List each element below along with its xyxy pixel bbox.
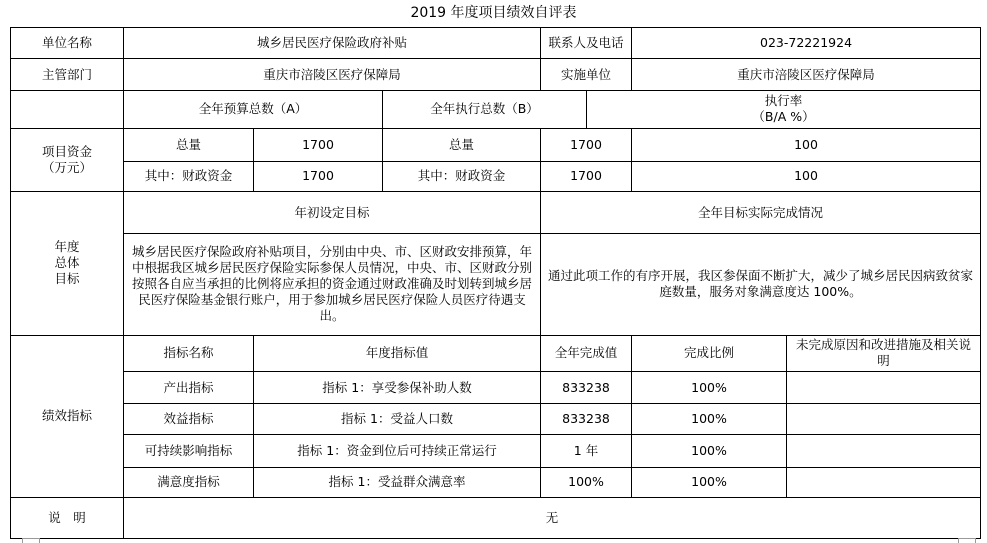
total-rate: 100 [632,128,981,161]
rate-header [587,91,981,128]
perf-row-ratio: 100% [632,404,787,435]
impl-value: 重庆市涪陵区医疗保障局 [632,59,981,91]
fiscal-label-b: 其中：财政资金 [383,161,541,191]
perf-row-name: 效益指标 [124,404,254,435]
row-perf-header [11,335,981,371]
unit-label: 单位名称 [11,28,124,59]
fiscal-label-a: 其中：财政资金 [124,161,254,191]
row-unit [11,28,981,59]
row-total [11,128,981,161]
perf-row-reason [787,371,981,403]
dept-value: 重庆市涪陵区医疗保障局 [124,59,541,91]
perf-row-ratio: 100% [632,435,787,467]
perf-row-ratio: 100% [632,371,787,403]
contact-value: 023-72221924 [632,28,981,59]
table-row [11,467,981,497]
perf-row-value: 指标 1：受益群众满意率 [254,467,541,497]
table-row [11,404,981,435]
sheet-edge-mark [22,538,40,543]
perf-label: 绩效指标 [11,335,124,497]
perf-row-reason [787,404,981,435]
perf-header-value: 年度指标值 [254,335,541,371]
perf-header-done: 全年完成值 [541,335,632,371]
funds-label-line2: （万元） [41,159,92,175]
goal-label [11,191,124,335]
goal-label-line1: 年度 [54,239,80,255]
contact-label: 联系人及电话 [541,28,632,59]
note-label: 说 明 [11,497,124,538]
perf-header-reason: 未完成原因和改进措施及相关说明 [787,335,981,371]
fiscal-b: 1700 [541,161,632,191]
impl-label: 实施单位 [541,59,632,91]
row-fiscal [11,161,981,191]
fiscal-a: 1700 [254,161,383,191]
goal-label-line2: 总体 [54,255,80,271]
total-label-b: 总量 [383,128,541,161]
row-dept [11,59,981,91]
perf-row-done: 100% [541,467,632,497]
table-row [11,435,981,467]
goal-label-line3: 目标 [54,271,80,287]
perf-row-name: 满意度指标 [124,467,254,497]
sheet-edge-mark [958,538,976,543]
total-a: 1700 [254,128,383,161]
row-goal-header [11,191,981,233]
perf-row-value: 指标 1：资金到位后可持续正常运行 [254,435,541,467]
perf-header-name: 指标名称 [124,335,254,371]
funds-label-line1: 项目资金 [41,143,92,159]
goal-actual-header: 全年目标实际完成情况 [541,191,981,233]
total-label-a: 总量 [124,128,254,161]
unit-value: 城乡居民医疗保险政府补贴 [124,28,541,59]
perf-row-name: 产出指标 [124,371,254,403]
perf-header-ratio: 完成比例 [632,335,787,371]
page-title: 2019 年度项目绩效自评表 [410,5,577,21]
fiscal-rate: 100 [632,161,981,191]
row-goal-text [11,234,981,336]
goal-actual-text: 通过此项工作的有序开展，我区参保面不断扩大，减少了城乡居民因病致贫家庭数量，服务对象满意度达 100%。 [541,234,981,336]
perf-row-reason [787,435,981,467]
rate-header-line2: （B/A %） [752,109,815,125]
budget-header-blank [11,91,124,128]
evaluation-form [10,27,981,539]
row-note [11,497,981,538]
perf-row-done: 833238 [541,404,632,435]
table-row [11,371,981,403]
goal-set-header: 年初设定目标 [124,191,541,233]
perf-row-reason [787,467,981,497]
dept-label: 主管部门 [11,59,124,91]
goal-set-text: 城乡居民医疗保险政府补贴项目，分别由中央、市、区财政安排预算，年中根据我区城乡居民医疗保险实际参保人员情况，中央、市、区财政分别按照各自应当承担的比例将应承担的资金通过财政准确及时划转到城乡居民医疗保险基金银行账户，用于参加城乡居民医疗保险人员医疗待遇支出。 [124,234,541,336]
perf-row-done: 1 年 [541,435,632,467]
perf-row-value: 指标 1：受益人口数 [254,404,541,435]
budget-header-a: 全年预算总数（A） [124,91,383,128]
perf-row-value: 指标 1：享受参保补助人数 [254,371,541,403]
perf-row-name: 可持续影响指标 [124,435,254,467]
funds-label [11,128,124,191]
note-value: 无 [124,497,981,538]
perf-row-ratio: 100% [632,467,787,497]
budget-header-b: 全年执行总数（B） [383,91,587,128]
row-budget-header [11,91,981,128]
total-b: 1700 [541,128,632,161]
rate-header-line1: 执行率 [764,93,803,109]
perf-row-done: 833238 [541,371,632,403]
